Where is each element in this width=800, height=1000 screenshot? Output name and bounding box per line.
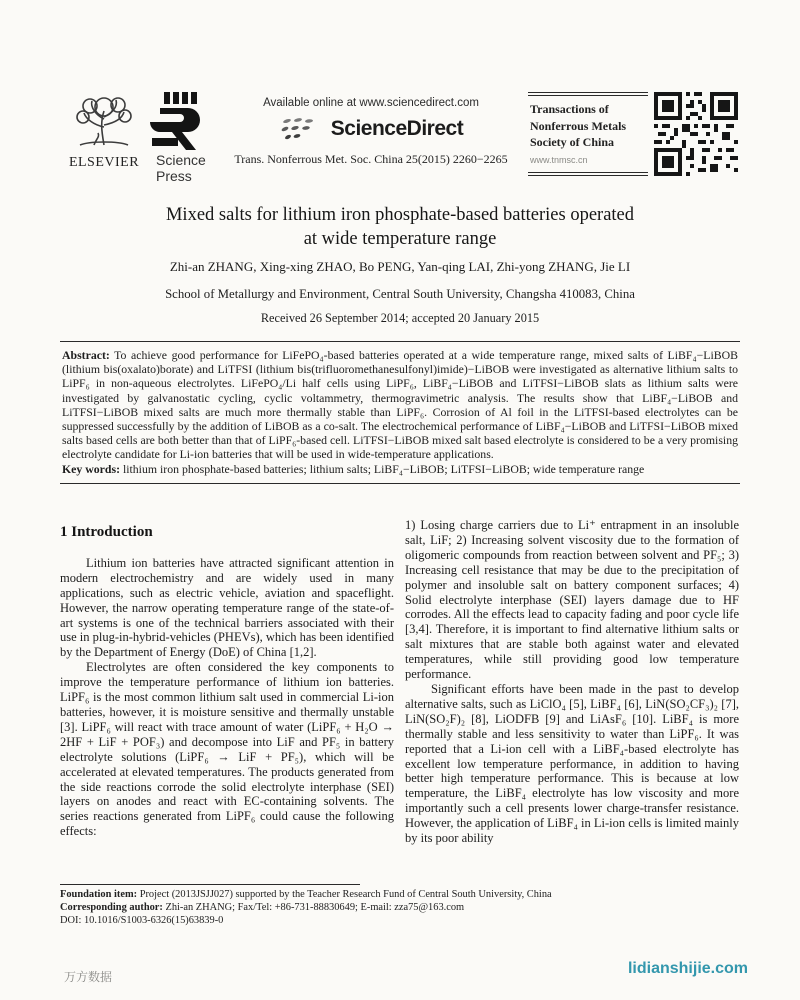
keywords-label: Key words: [62, 461, 120, 476]
sciencedirect-leaf-icon [279, 116, 325, 142]
elsevier-logo [60, 93, 148, 171]
foundation-item-text: Project (2013JSJJ027) supported by the Teacher Research Fund of Central South University, China [139, 889, 552, 900]
left-paragraph-2: Electrolytes are often considered the key components to improve the temperature performance of lithium ion batteries. LiPF₆ is the most common lithium salt used in commercial Li-ion batteries, however, it is moisture sensitive and thermally unstable [3]. LiPF₆ will react with trace amount of water (LiPF₆ + H₂O → 2HF + LiF + POF₃) and decompose into LiF and PF₅ in battery electrolyte solutions (LiPF₆ → LiF + PF₅), which will be accelerated at elevated temperatures. The products generated from the side reactions corrode the solid electrolyte interphase (SEI) layers on anodes and react with EC-containing solvents. The series reactions generated from LiPF₆ could cause the following effects: [60, 660, 394, 839]
elsevier-wordmark: ELSEVIER [68, 155, 140, 170]
left-column [60, 518, 394, 846]
sciencedirect-wordmark: ScienceDirect [330, 117, 464, 140]
science-press-logo [150, 92, 218, 184]
abstract-label: Abstract: [62, 348, 110, 362]
abstract-section [60, 341, 740, 484]
right-column [405, 518, 739, 846]
footnote-section [60, 884, 740, 928]
title-line-1: Mixed salts for lithium iron phosphate-based batteries operated [165, 205, 635, 225]
science-press-word2: Press [156, 168, 192, 184]
page-title [70, 203, 730, 251]
journal-citation: Trans. Nonferrous Met. Soc. China 25(2015) 2260−2265 [234, 152, 508, 166]
received-dates: Received 26 September 2014; accepted 20 January 2015 [260, 311, 540, 325]
foundation-item-label: Foundation item: [60, 889, 138, 900]
wanfang-watermark: 万方数据 [64, 970, 113, 984]
left-paragraph-1: Lithium ion batteries have attracted significant attention in modern electrochemistry and are widely used in many applications, such as electric vehicle, aviation and spaceflight. However, the narrow operating temperature range of the state-of-art systems is one of the technical barriers associated with their use in plug-in-hybrid-vehicles (PHEVs), which has been identified by the Department of Energy (DoE) of China [1,2]. [60, 555, 394, 660]
keywords-text: lithium iron phosphate-based batteries; lithium salts; LiBF₄−LiBOB; LiTFSI−LiBOB; wide temperature range [122, 461, 645, 476]
header-center [218, 97, 524, 167]
authors-line: Zhi-an ZHANG, Xing-xing ZHAO, Bo PENG, Yan-qing LAI, Zhi-yong ZHANG, Jie LI [169, 259, 631, 274]
section-heading-introduction: 1 Introduction [60, 524, 153, 540]
society-name: Transactions of Nonferrous Metals Society of China [530, 102, 627, 149]
right-paragraph-2: Significant efforts have been made in the past to develop alternative salts, such as LiClO₄ [5], LiBF₄ [6], LiN(SO₂CF₃)₂ [7], LiN(SO₂F)₂ [8], LiODFB [9] and LiAsF₆ [10]. LiBF₄ is more thermally stable and less sensitivity to water than LiPF₆. It was reported that a Li-ion cell with a LiBF₄-based electrolyte has excellent low temperature performance, in addition to having better high temperature performance. This is because at low temperature, the LiBF₄ electrolyte has low viscosity and more importantly such a cell presents lower charge-transfer resistance. However, the application of LiBF₄ in Li-ion cells is limited mainly by its poor ability [405, 681, 740, 846]
science-press-word1: Science [156, 152, 206, 168]
society-title-box [528, 92, 648, 176]
qr-code [654, 92, 738, 176]
available-online-text: Available online at www.sciencedirect.com [263, 97, 479, 109]
corresponding-author-label: Corresponding author: [60, 902, 163, 914]
science-press-icon [150, 92, 218, 150]
society-url: www.tnmsc.cn [530, 154, 588, 165]
abstract-text: To achieve good performance for LiFePO₄-based batteries operated at a wide temperature range, mixed salts of LiBF₄−LiBOB (lithium bis(oxalato)borate) and LiTFSI (lithium bis(trifluoromethanesulfonyl)imide)−LiBOB were investigated as alternative lithium salts to LiPF₆ in non-aqueous electrolytes. LiFePO₄/Li half cells using LiPF₆, LiBF₄−LiBOB and LiTFSI−LiBOB slats as lithium salts were investigated by galvanostatic cycling, cyclic voltammetry, thermogravimetric analysis. The results show that LiBF₄−LiBOB and LiTFSI−LiBOB mixed salts are much more thermally stable than LiPF₆. Corrosion of Al foil in the LiTFSI-based electrolytes can be suppressed successfully by the addition of LiBOB as a co-salt. The electrochemical performance of LiBF₄−LiBOB and LiTFSI−LiBOB mixed salts based cells are both better than that of LiPF₆-based cell. LiTFSI−LiBOB mixed salt based electrolyte is considered to be a very promising electrolyte candidate for Li-ion batteries that will be used in wide-temperature applications. [62, 348, 738, 462]
corresponding-author-text: Zhi-an ZHANG; Fax/Tel: +86-731-88830649; E-mail: zza75@163.com [165, 902, 465, 914]
title-line-2: at wide temperature range [303, 229, 497, 249]
body-columns [60, 518, 740, 846]
doi-line: DOI: 10.1016/S1003-6326(15)63839-0 [60, 915, 224, 927]
site-watermark: lidianshijie.com [627, 960, 748, 977]
affiliation-line: School of Metallurgy and Environment, Central South University, Changsha 410083, China [165, 287, 635, 301]
footnote-rule [60, 884, 360, 885]
elsevier-tree-icon [60, 93, 148, 153]
right-paragraph-1: 1) Losing charge carriers due to Li⁺ entrapment in an insoluble salt, LiF; 2) Increasing solvent viscosity due to the formation of oligomeric compounds from reaction between solvent and PF₅; 3) Increasing cell resistance that may be due to the precipitation of polymer and insoluble salt on battery component surfaces; 4) Solid electrolyte interphase (SEI) layers damage due to HF corrodes. All the effects lead to capacity fading and poor cycle life [3,4]. Therefore, it is important to find alternative lithium salts or salt mixtures that are stable both against water and elevated temperatures, while still providing good low temperature performance. [405, 518, 739, 682]
